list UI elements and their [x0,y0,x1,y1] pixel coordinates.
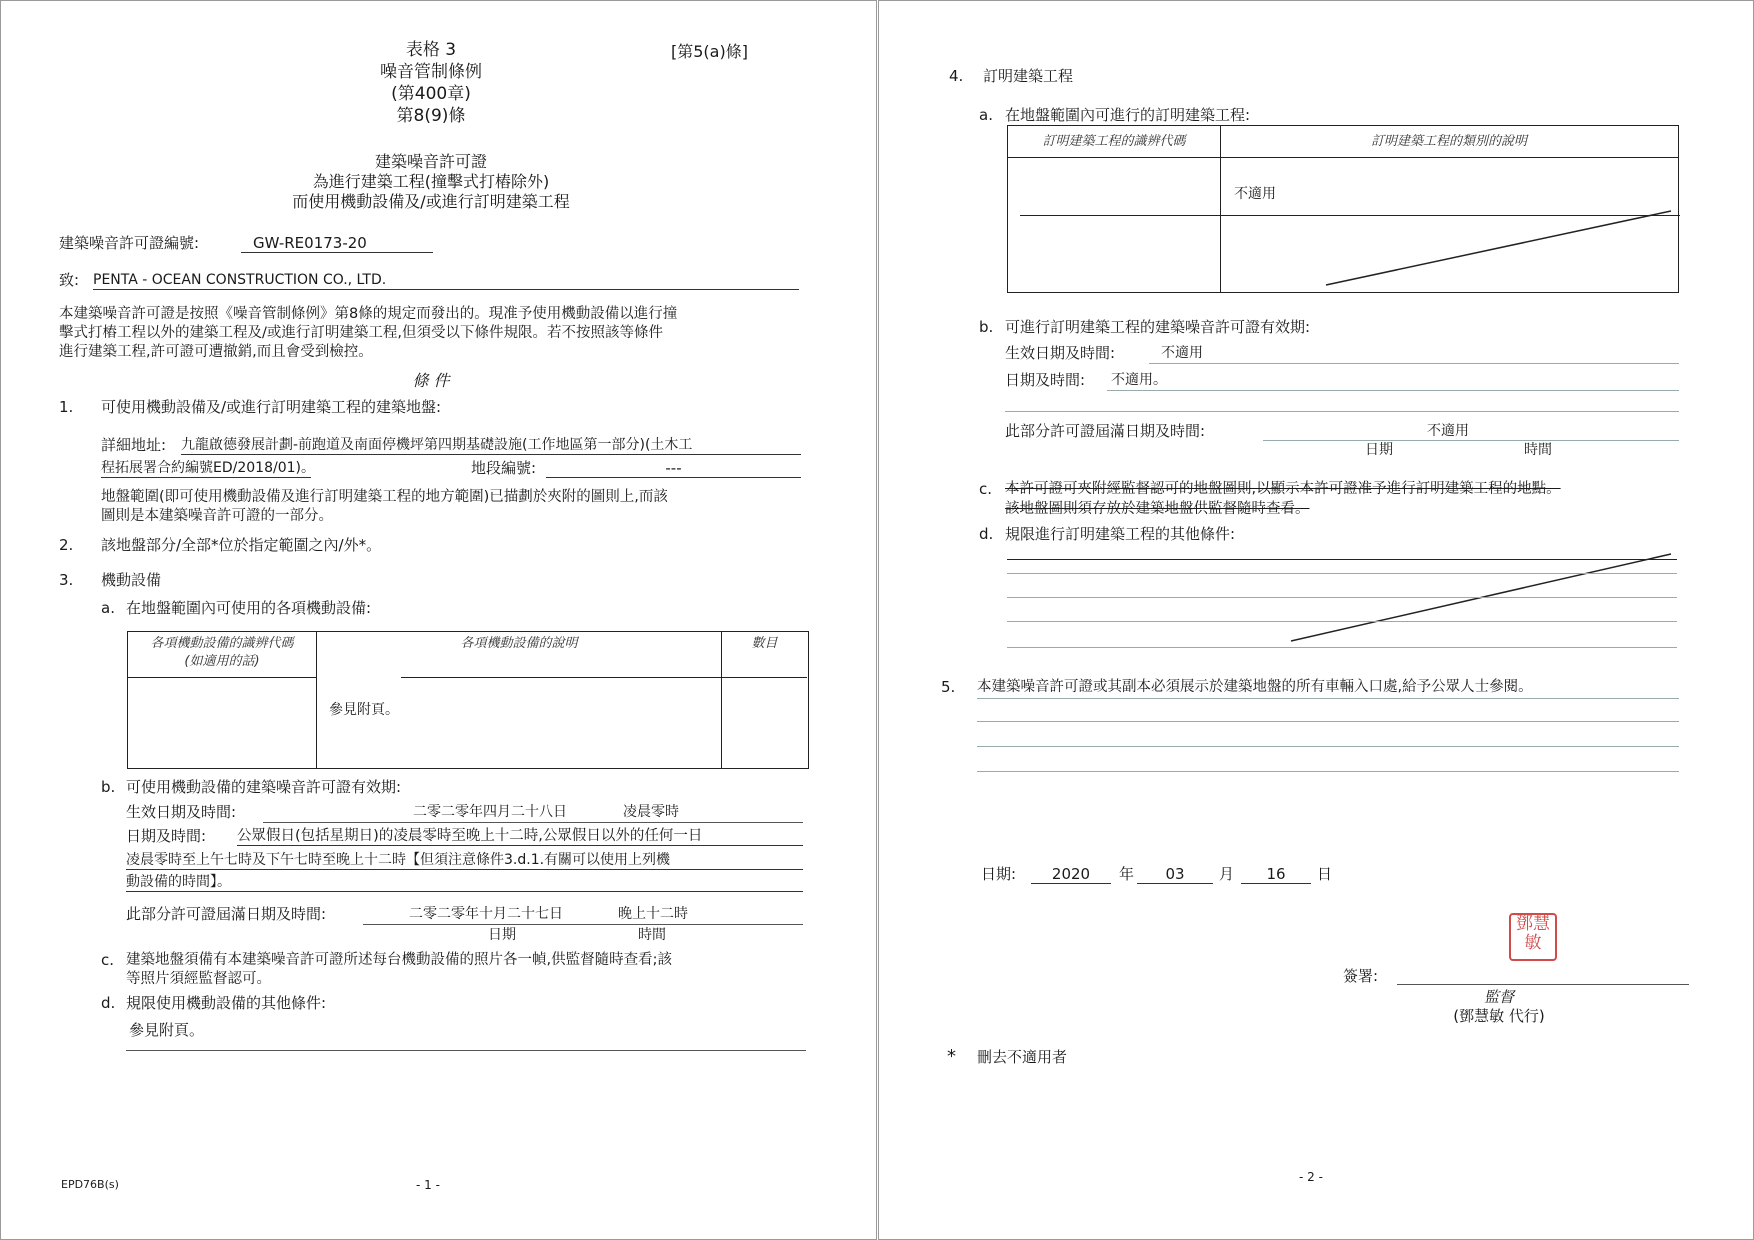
condition-4c-line-2: 該地盤圖則須存放於建築地盤供監督隨時查看。 [1005,501,1310,517]
condition-5-line [977,746,1679,747]
condition-4a-label: a. [979,106,993,124]
official-seal [1509,913,1557,961]
table-col-description: 訂明建築工程的類別的說明 [1370,134,1527,149]
condition-5-line [977,771,1679,772]
footer-form-code: EPD76B(s) [61,1178,119,1191]
condition-5-number: 5. [941,678,956,696]
address-line-1: 九龍啟德發展計劃-前跑道及南面停機坪第四期基礎設施(工作地區第一部分)(土木工 [181,436,801,455]
table-header-rule [401,677,721,678]
condition-5-text: 本建築噪音許可證或其副本必須展示於建築地盤的所有車輛入口處,給予公眾人士參閱。 [977,679,1533,695]
condition-3c-line-1: 建築地盤須備有本建築噪音許可證所述每台機動設備的照片各一幀,供監督隨時查看;該 [126,952,672,968]
table-col-quantity: 數目 [751,636,778,651]
condition-5-line [977,698,1679,699]
condition-1-number: 1. [59,398,74,416]
condition-5-line [977,721,1679,722]
date-day: 16 [1241,865,1311,884]
chapter: (第400章) [391,84,471,104]
condition-3-text: 機動設備 [101,571,162,589]
effective-date-value: 不適用 [1161,345,1203,361]
permit-title: 建築噪音許可證 [374,152,487,171]
expiry-time: 晚上十二時 [618,906,688,922]
page-2 [878,0,1754,1240]
table-cell-description: 參見附頁。 [329,702,399,718]
table-col-code: 訂明建築工程的識辨代碼 [1042,134,1186,149]
form-reference: [第5(a)條] [671,42,748,61]
effective-date-label: 生效日期及時間: [126,803,237,821]
expiry-label: 此部分許可證屆滿日期及時間: [126,905,327,923]
signature-line [1397,984,1689,985]
dates-underline [1107,390,1679,391]
dates-value: 不適用。 [1111,372,1167,388]
expiry-label: 此部分許可證屆滿日期及時間: [1005,422,1206,440]
effective-date: 二零二零年四月二十八日 [413,804,567,820]
ordinance-title: 噪音管制條例 [380,62,482,82]
date-caption: 日期 [488,927,516,943]
effective-underline [1149,363,1679,364]
date-month: 03 [1137,865,1213,884]
section: 第8(9)條 [396,106,466,126]
condition-4d-line [1007,597,1677,598]
condition-3c-label: c. [101,951,115,969]
recipient-label: 致: [59,271,80,289]
site-scope-line-2: 圖則是本建築噪音許可證的一部分。 [101,508,333,524]
signature-label: 簽署: [1343,967,1379,985]
page-number: - 2 - [1299,1170,1323,1184]
intro-line-2: 擊式打樁工程以外的建築工程及/或進行訂明建築工程,但須受以下條件規限。若不按照該等條件 [59,325,663,341]
lot-number-value: --- [546,459,801,478]
dates-line-1: 公眾假日(包括星期日)的凌晨零時至晚上十二時,公眾假日以外的任何一日 [237,827,803,846]
condition-4b-text: 可進行訂明建築工程的建築噪音許可證有效期: [1005,318,1311,336]
address-label: 詳細地址: [101,436,167,454]
date-month-unit: 月 [1219,865,1235,883]
condition-3b-label: b. [101,778,116,796]
dates-underline-2 [1005,411,1679,412]
effective-date-label: 生效日期及時間: [1005,344,1116,362]
intro-line-1: 本建築噪音許可證是按照《噪音管制條例》第8條的規定而發出的。現准予使用機動設備以進行撞 [59,306,678,322]
dates-line-3: 動設備的時間】。 [126,873,803,892]
condition-1-text: 可使用機動設備及/或進行訂明建築工程的建築地盤: [101,398,442,416]
dates-line-2: 凌晨零時至上午七時及下午七時至晚上十二時【但須注意條件3.d.1.有關可以使用上列機 [126,851,803,870]
condition-2-text: 該地盤部分/全部*位於指定範圍之內/外*。 [101,536,382,554]
page-number: - 1 - [416,1178,440,1192]
expiry-underline [1263,440,1679,441]
expiry-underline [363,924,803,925]
condition-3d-label: d. [101,994,116,1012]
condition-3a-label: a. [101,599,115,617]
permit-subtitle-2: 而使用機動設備及/或進行訂明建築工程 [292,192,570,211]
condition-4d-label: d. [979,525,994,543]
condition-3d-value: 參見附頁。 [129,1021,205,1039]
dates-label: 日期及時間: [1005,371,1086,389]
condition-4d-rule [1007,559,1677,560]
conditions-heading: 條 件 [412,371,450,390]
recipient-value: PENTA - OCEAN CONSTRUCTION CO., LTD. [93,271,799,290]
condition-4d-line [1007,573,1677,574]
signature-delegate: (鄧慧敏 代行) [1453,1007,1545,1025]
dates-label: 日期及時間: [126,827,207,845]
table-header-rule [721,677,807,678]
condition-4c-line-1: 本許可證可夾附經監督認可的地盤圖則,以顯示本許可證准予進行訂明建築工程的地點。 [1005,481,1561,497]
footnote-text: 刪去不適用者 [977,1048,1068,1066]
condition-4b-label: b. [979,318,994,336]
condition-3c-line-2: 等照片須經監督認可。 [126,971,271,987]
table-header-rule [128,677,316,678]
condition-3d-underline [126,1050,806,1051]
condition-3a-text: 在地盤範圍內可使用的各項機動設備: [126,599,372,617]
time-caption: 時間 [638,927,666,943]
condition-2-number: 2. [59,536,74,554]
lot-number-label: 地段編號: [471,459,537,477]
address-line-2: 程拓展署合約編號ED/2018/01)。 [101,460,315,476]
condition-4-text: 訂明建築工程 [983,67,1074,85]
condition-4-number: 4. [949,67,964,85]
seal-text-line-1: 鄧慧 [1516,914,1550,934]
date-year: 2020 [1031,865,1111,884]
condition-3-number: 3. [59,571,74,589]
date-caption: 日期 [1365,442,1393,458]
effective-time: 凌晨零時 [623,804,679,820]
date-year-unit: 年 [1119,865,1135,883]
time-caption: 時間 [1524,442,1552,458]
seal-text-line-2: 敏 [1524,933,1542,953]
condition-4d-line [1007,621,1677,622]
effective-underline [263,822,803,823]
site-scope-line-1: 地盤範圍(即可使用機動設備及進行訂明建築工程的地方範圍)已描劃於夾附的圖則上,而該 [101,489,668,505]
table-col-description: 各項機動設備的說明 [460,636,578,651]
intro-line-3: 進行建築工程,許可證可遭撤銷,而且會受到檢控。 [59,344,373,360]
expiry-date: 二零二零年十月二十七日 [409,906,563,922]
table-col-code-note: (如適用的話) [184,654,260,669]
form-number: 表格 3 [405,40,457,60]
condition-4a-text: 在地盤範圍內可進行的訂明建築工程: [1005,106,1251,124]
condition-4d-line [1007,647,1677,648]
permit-subtitle-1: 為進行建築工程(撞擊式打樁除外) [312,172,550,191]
condition-3b-text: 可使用機動設備的建築噪音許可證有效期: [126,778,402,796]
table-cell-description: 不適用 [1234,186,1276,202]
table-col-code: 各項機動設備的識辨代碼 [150,636,294,651]
date-label: 日期: [981,865,1017,883]
condition-4d-text: 規限進行訂明建築工程的其他條件: [1005,525,1236,543]
condition-4c-label: c. [979,480,993,498]
signature-authority: 監督 [1483,988,1514,1006]
footnote-mark: * [947,1046,956,1067]
expiry-value: 不適用 [1427,423,1469,439]
permit-number-label: 建築噪音許可證編號: [59,234,200,252]
condition-3d-text: 規限使用機動設備的其他條件: [126,994,327,1012]
date-day-unit: 日 [1317,865,1333,883]
permit-number: GW-RE0173-20 [241,234,433,253]
